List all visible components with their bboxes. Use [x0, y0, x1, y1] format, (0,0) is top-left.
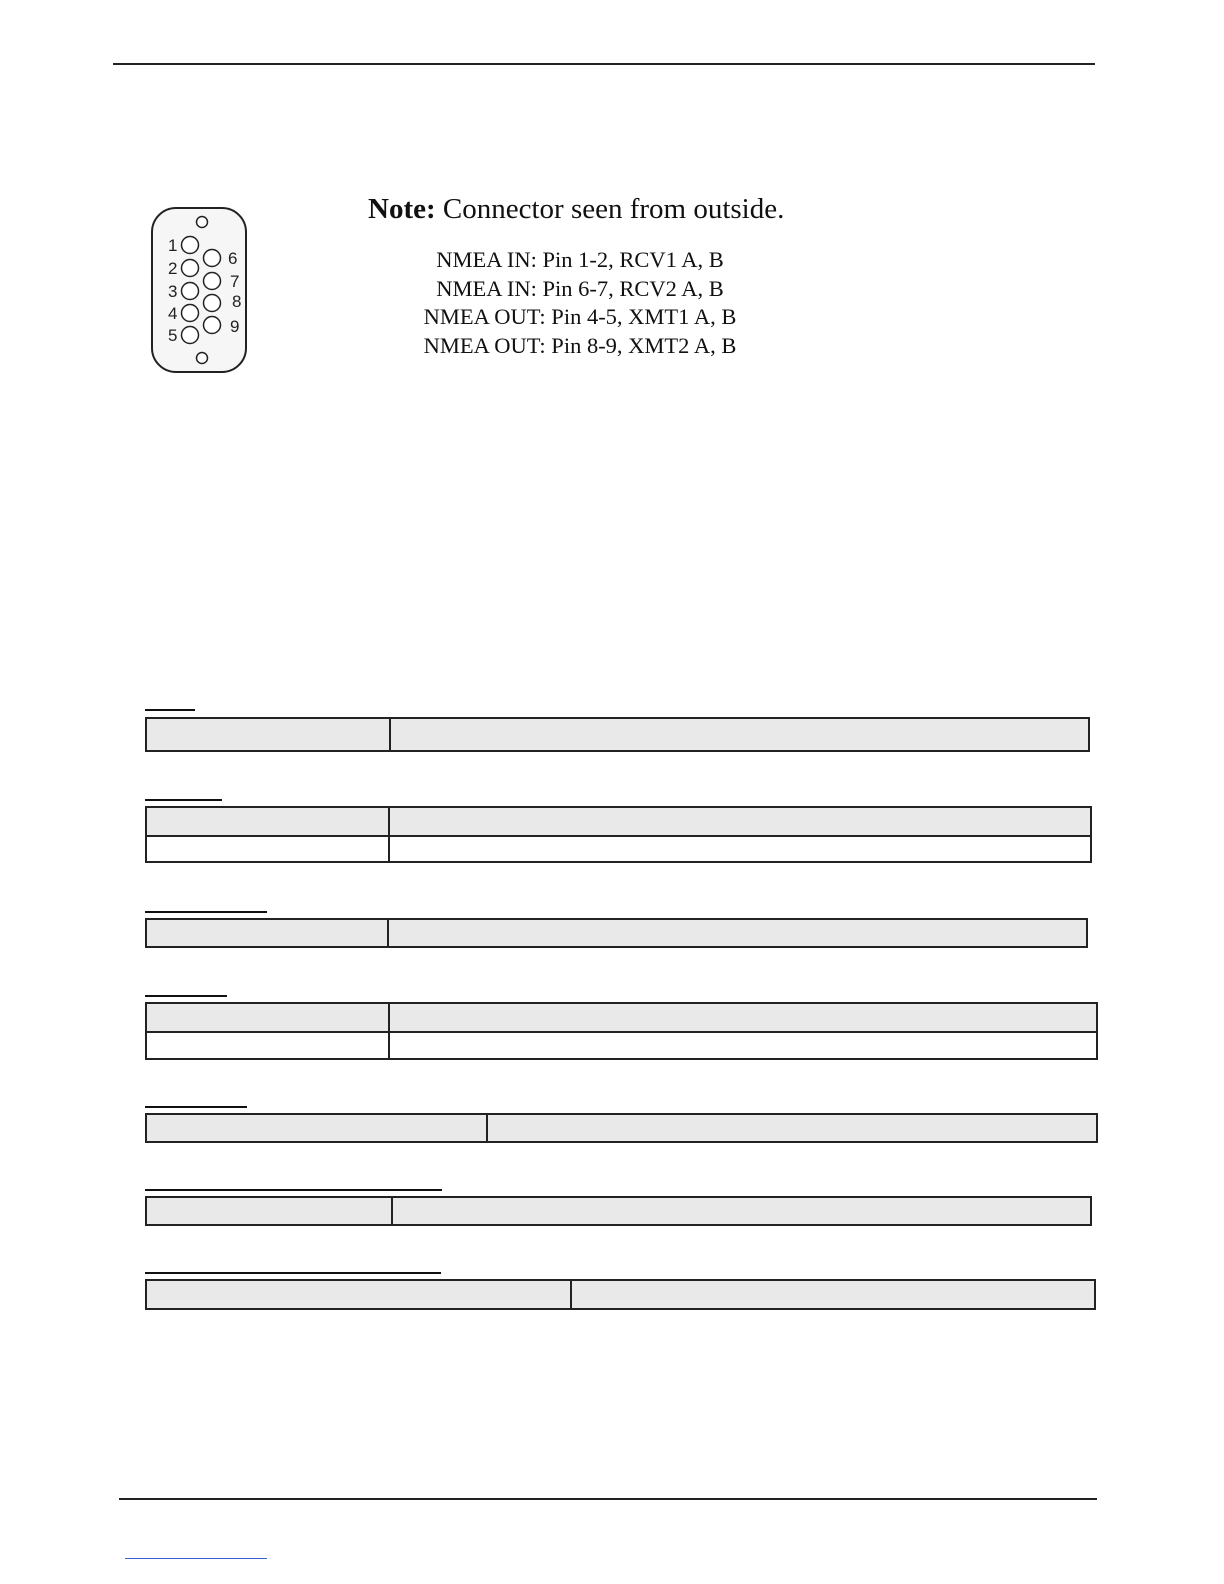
table-cell — [147, 920, 387, 946]
table-cell — [147, 837, 388, 861]
footer-rule — [119, 1498, 1097, 1500]
pin-2-label: 2 — [168, 259, 178, 278]
pin-4-label: 4 — [168, 304, 178, 323]
settings-table — [145, 1279, 1096, 1310]
pin-8-hole — [204, 295, 221, 312]
table-cell — [147, 1198, 391, 1224]
table-row — [147, 1198, 1090, 1224]
section-heading-underline — [145, 995, 227, 997]
header-rule — [113, 63, 1095, 65]
pin-5-hole — [182, 327, 199, 344]
table-row — [147, 920, 1086, 946]
pin-1-hole — [182, 237, 199, 254]
table-row — [147, 1004, 1096, 1031]
footer-link-underline[interactable] — [125, 1558, 267, 1559]
section-heading-underline — [145, 799, 222, 801]
pin-assignment-line: NMEA IN: Pin 6-7, RCV2 A, B — [436, 275, 724, 301]
table-cell — [388, 1004, 1096, 1031]
pin-6-label: 6 — [228, 249, 238, 268]
note-label: Note: — [368, 193, 436, 225]
mount-hole-bottom — [197, 353, 208, 364]
table-cell — [388, 808, 1090, 835]
section-heading-underline — [145, 1189, 442, 1191]
table-cell — [486, 1115, 1096, 1141]
settings-table — [145, 918, 1088, 948]
connector-note — [368, 193, 784, 226]
table-row — [147, 835, 1090, 861]
pin-3-hole — [182, 283, 199, 300]
settings-table — [145, 806, 1092, 863]
settings-table — [145, 1196, 1092, 1226]
table-row — [147, 1281, 1094, 1308]
table-cell — [391, 1198, 1090, 1224]
table-row — [147, 808, 1090, 835]
pin-7-label: 7 — [230, 272, 240, 291]
table-cell — [388, 1033, 1096, 1058]
pin-1-label: 1 — [168, 236, 178, 255]
pin-2-hole — [182, 260, 199, 277]
pin-3-label: 3 — [168, 282, 178, 301]
pin-assignment-line: NMEA OUT: Pin 4-5, XMT1 A, B — [423, 304, 737, 330]
pin-8-label: 8 — [232, 292, 242, 311]
table-cell — [147, 1004, 388, 1031]
pin-4-hole — [182, 305, 199, 322]
table-cell — [387, 920, 1086, 946]
pin-7-hole — [204, 273, 221, 290]
settings-table — [145, 717, 1090, 752]
table-row — [147, 1031, 1096, 1058]
pin-assignment-line: NMEA OUT: Pin 8-9, XMT2 A, B — [423, 332, 737, 358]
pin-5-label: 5 — [168, 326, 178, 345]
pin-assignment-list — [400, 246, 760, 360]
pin-assignment-line: NMEA IN: Pin 1-2, RCV1 A, B — [436, 247, 724, 272]
section-heading-underline — [145, 709, 195, 711]
table-cell — [570, 1281, 1094, 1308]
table-row — [147, 1115, 1096, 1141]
table-row — [147, 719, 1088, 750]
table-cell — [147, 808, 388, 835]
mount-hole-top — [197, 217, 208, 228]
table-cell — [388, 837, 1090, 861]
table-cell — [147, 1115, 486, 1141]
note-text: Connector seen from outside. — [442, 193, 785, 225]
settings-table — [145, 1002, 1098, 1060]
table-cell — [147, 1281, 570, 1308]
settings-table — [145, 1113, 1098, 1143]
section-heading-underline — [145, 1106, 247, 1108]
section-heading-underline — [145, 911, 267, 913]
db9-connector-diagram — [148, 205, 252, 377]
pin-9-label: 9 — [230, 317, 240, 336]
pin-6-hole — [204, 250, 221, 267]
pin-9-hole — [204, 317, 221, 334]
section-heading-underline — [145, 1272, 441, 1274]
table-cell — [389, 719, 1088, 750]
table-cell — [147, 1033, 388, 1058]
table-cell — [147, 719, 389, 750]
